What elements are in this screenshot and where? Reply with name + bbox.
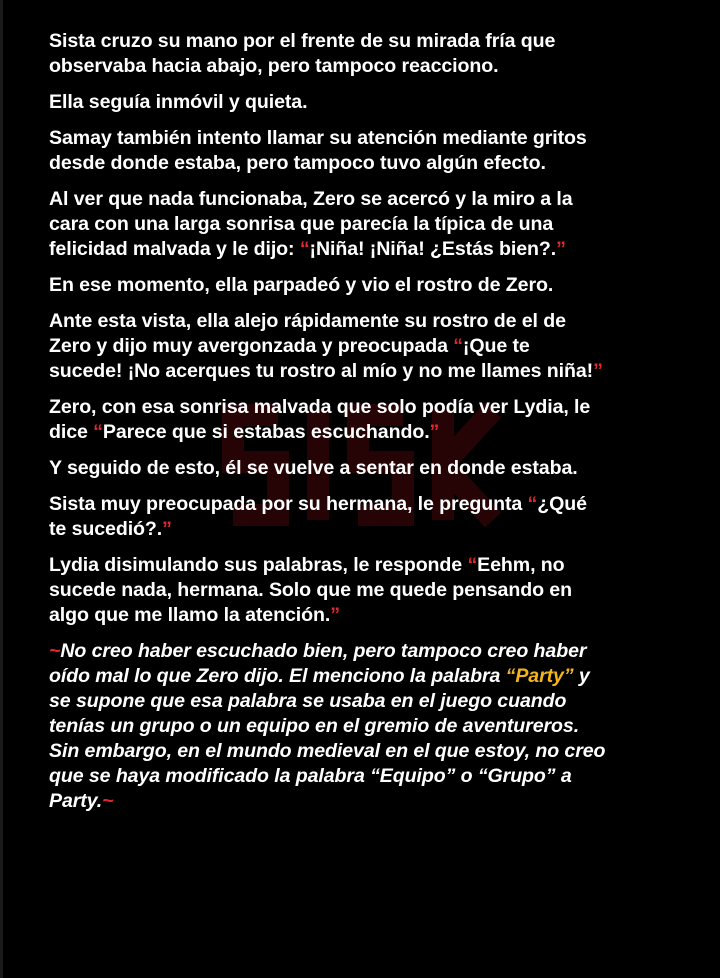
text-line [49, 212, 709, 237]
text-line [49, 764, 709, 789]
quote-mark: “ [299, 238, 310, 260]
text-segment: Sista cruzo su mano por el frente de su mirada fría que [49, 30, 556, 52]
text-segment: ¡Niña! ¡Niña! ¿Estás bien?. [309, 238, 557, 260]
paragraph [49, 90, 709, 115]
text-segment: te sucedió?. [49, 518, 163, 540]
quote-mark: ” [162, 518, 172, 540]
text-segment: Lydia disimulando sus palabras, le responde [49, 554, 468, 576]
text-segment: No creo haber escuchado bien, pero tampoco creo haber [60, 640, 587, 662]
text-segment: desde donde estaba, pero tampoco tuvo algún efecto. [49, 152, 546, 174]
text-line [49, 639, 709, 664]
text-line [49, 54, 709, 79]
quote-mark: ~ [102, 790, 114, 812]
quote-mark: “ [93, 421, 103, 443]
text-line [49, 689, 709, 714]
inner-thought-paragraph [49, 639, 709, 814]
text-segment: felicidad malvada y le dijo: [49, 238, 300, 260]
text-segment: se supone que esa palabra se usaba en el juego cuando [49, 690, 567, 712]
text-line [49, 603, 709, 628]
text-line [49, 309, 709, 334]
paragraph [49, 273, 709, 298]
quote-mark: ” [429, 421, 440, 443]
text-line [49, 359, 709, 384]
text-segment: oído mal lo que Zero dijo. El menciono la palabra [49, 665, 506, 687]
text-segment: Sin embargo, en el mundo medieval en el que estoy, no creo [49, 740, 606, 762]
text-segment: tenías un grupo o un equipo en el gremio de aventureros. [49, 715, 580, 737]
paragraph [49, 395, 709, 445]
paragraph [49, 492, 709, 542]
quote-mark: ~ [49, 640, 61, 662]
text-line [49, 29, 709, 54]
text-line [49, 237, 709, 262]
paragraph [49, 29, 709, 79]
text-segment: Party. [49, 790, 103, 812]
text-line [49, 273, 709, 298]
text-segment: sucede! ¡No acerques tu rostro al mío y no me llames niña! [49, 360, 594, 382]
quote-mark: “ [467, 554, 478, 576]
paragraph [49, 456, 709, 481]
text-line [49, 714, 709, 739]
text-segment: que se haya modificado la palabra “Equipo” o “Grupo” a [49, 765, 572, 787]
text-line [49, 456, 709, 481]
story-text [49, 29, 709, 825]
text-line [49, 187, 709, 212]
highlighted-word: “Party” [505, 665, 574, 687]
text-segment: algo que me llamo la atención. [49, 604, 331, 626]
text-segment: Ella seguía inmóvil y quieta. [49, 91, 308, 113]
text-segment: En ese momento, ella parpadeó y vio el rostro de Zero. [49, 274, 554, 296]
text-line [49, 90, 709, 115]
text-segment: Samay también intento llamar su atención mediante gritos [49, 127, 587, 149]
text-line [49, 553, 709, 578]
text-segment: Eehm, no [477, 554, 565, 576]
quote-mark: ” [556, 238, 566, 260]
quote-mark: ” [330, 604, 340, 626]
text-segment: Zero y dijo muy avergonzada y preocupada [49, 335, 454, 357]
text-line [49, 664, 709, 689]
paragraph [49, 309, 709, 384]
paragraph [49, 187, 709, 262]
text-line [49, 151, 709, 176]
text-line [49, 334, 709, 359]
text-segment: Parece que si estabas escuchando. [102, 421, 430, 443]
text-segment: Sista muy preocupada por su hermana, le pregunta [49, 493, 528, 515]
text-segment: observaba hacia abajo, pero tampoco reacciono. [49, 55, 499, 77]
quote-mark: “ [453, 335, 463, 357]
text-segment: dice [49, 421, 94, 443]
text-line [49, 789, 709, 814]
text-segment: Ante esta vista, ella alejo rápidamente su rostro de el de [49, 310, 566, 332]
text-segment: cara con una larga sonrisa que parecía la típica de una [49, 213, 554, 235]
quote-mark: “ [527, 493, 538, 515]
text-line [49, 492, 709, 517]
text-line [49, 739, 709, 764]
text-segment: Al ver que nada funcionaba, Zero se acercó y la miro a la [49, 188, 573, 210]
paragraph [49, 553, 709, 628]
text-line [49, 517, 709, 542]
text-line [49, 420, 709, 445]
text-line [49, 126, 709, 151]
text-line [49, 395, 709, 420]
text-segment: Zero, con esa sonrisa malvada que solo podía ver Lydia, le [49, 396, 591, 418]
quote-mark: ” [593, 360, 603, 382]
text-segment: ¿Qué [537, 493, 587, 515]
text-segment: y [573, 665, 590, 687]
text-segment: Y seguido de esto, él se vuelve a sentar en donde estaba. [49, 457, 578, 479]
text-segment: sucede nada, hermana. Solo que me quede pensando en [49, 579, 572, 601]
text-line [49, 578, 709, 603]
paragraph [49, 126, 709, 176]
text-segment: ¡Que te [462, 335, 530, 357]
